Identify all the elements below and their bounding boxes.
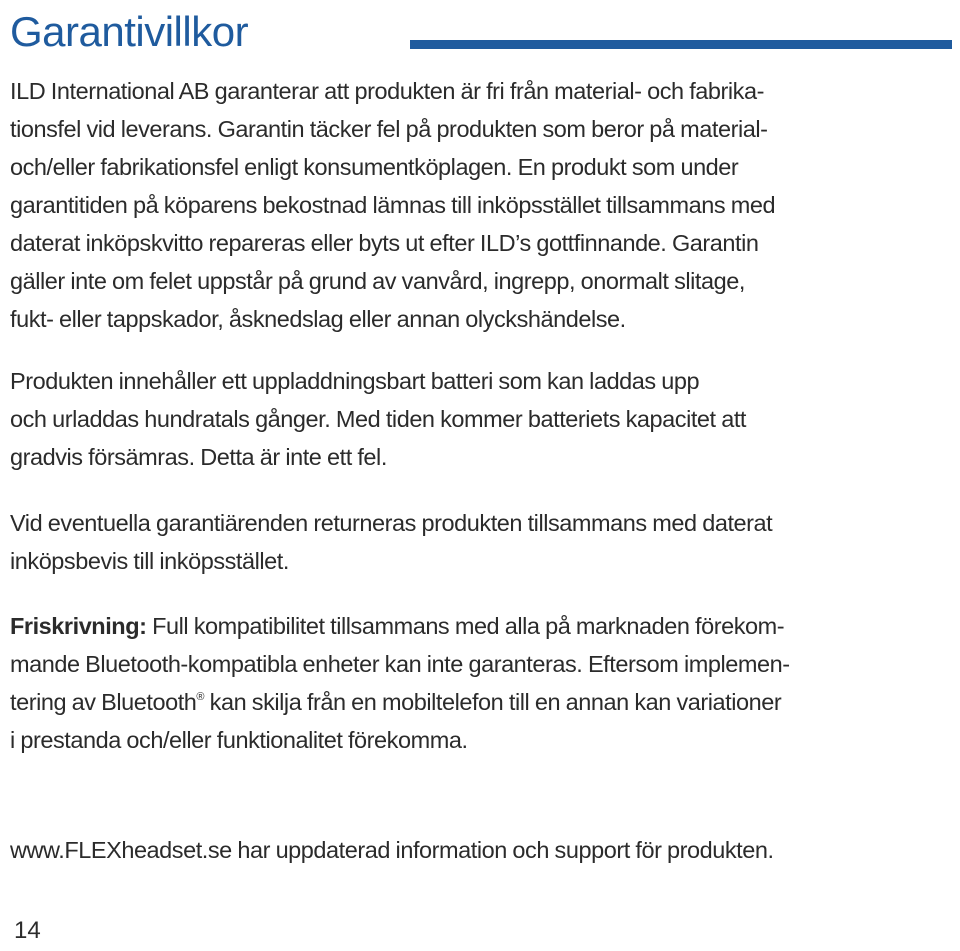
warranty-content — [10, 72, 952, 869]
text-line: Produkten innehåller ett uppladdningsbart batteri som kan laddas upp — [10, 368, 700, 394]
section-header — [10, 4, 952, 64]
warranty-paragraph — [10, 72, 952, 338]
text-line: Vid eventuella garantiärenden returneras produkten tillsammans med daterat — [10, 510, 773, 536]
battery-paragraph — [10, 362, 952, 476]
text-line: inköpsbevis till inköpsstället. — [10, 548, 289, 574]
disclaimer-label: Friskrivning: — [10, 613, 147, 639]
disclaimer-paragraph — [10, 607, 952, 759]
title-rule — [410, 40, 952, 49]
support-text: www.FLEXheadset.se har uppdaterad information och support för produkten. — [10, 837, 774, 863]
registered-mark: ® — [196, 691, 205, 703]
page-title: Garantivillkor — [10, 8, 249, 55]
support-paragraph — [10, 831, 952, 869]
text-line: ILD International AB garanterar att produkten är fri från material- och fabrika- — [10, 78, 764, 104]
text-line: tering av Bluetooth — [10, 689, 197, 715]
text-line: och/eller fabrikationsfel enligt konsumentköplagen. En produkt som under — [10, 154, 739, 180]
text-line: tionsfel vid leverans. Garantin täcker fel på produkten som beror på material- — [10, 116, 768, 142]
text-line: gäller inte om felet uppstår på grund av vanvård, ingrepp, onormalt slitage, — [10, 268, 745, 294]
text-line: kan skilja från en mobiltelefon till en annan kan variationer — [204, 689, 782, 715]
return-paragraph — [10, 504, 952, 580]
text-line: gradvis försämras. Detta är inte ett fel. — [10, 444, 387, 470]
page-number: 14 — [14, 917, 41, 944]
text-line: i prestanda och/eller funktionalitet förekomma. — [10, 727, 468, 753]
text-line: daterat inköpskvitto repareras eller byts ut efter ILD’s gottfinnande. Garantin — [10, 230, 759, 256]
text-line: fukt- eller tappskador, åsknedslag eller annan olyckshändelse. — [10, 306, 626, 332]
text-line: och urladdas hundratals gånger. Med tiden kommer batteriets kapacitet att — [10, 406, 746, 432]
text-line: mande Bluetooth-kompatibla enheter kan inte garanteras. Eftersom implemen- — [10, 651, 790, 677]
text-line: garantitiden på köparens bekostnad lämnas till inköpsstället tillsammans med — [10, 192, 776, 218]
text-line: Full kompatibilitet tillsammans med alla på marknaden förekom- — [146, 613, 785, 639]
